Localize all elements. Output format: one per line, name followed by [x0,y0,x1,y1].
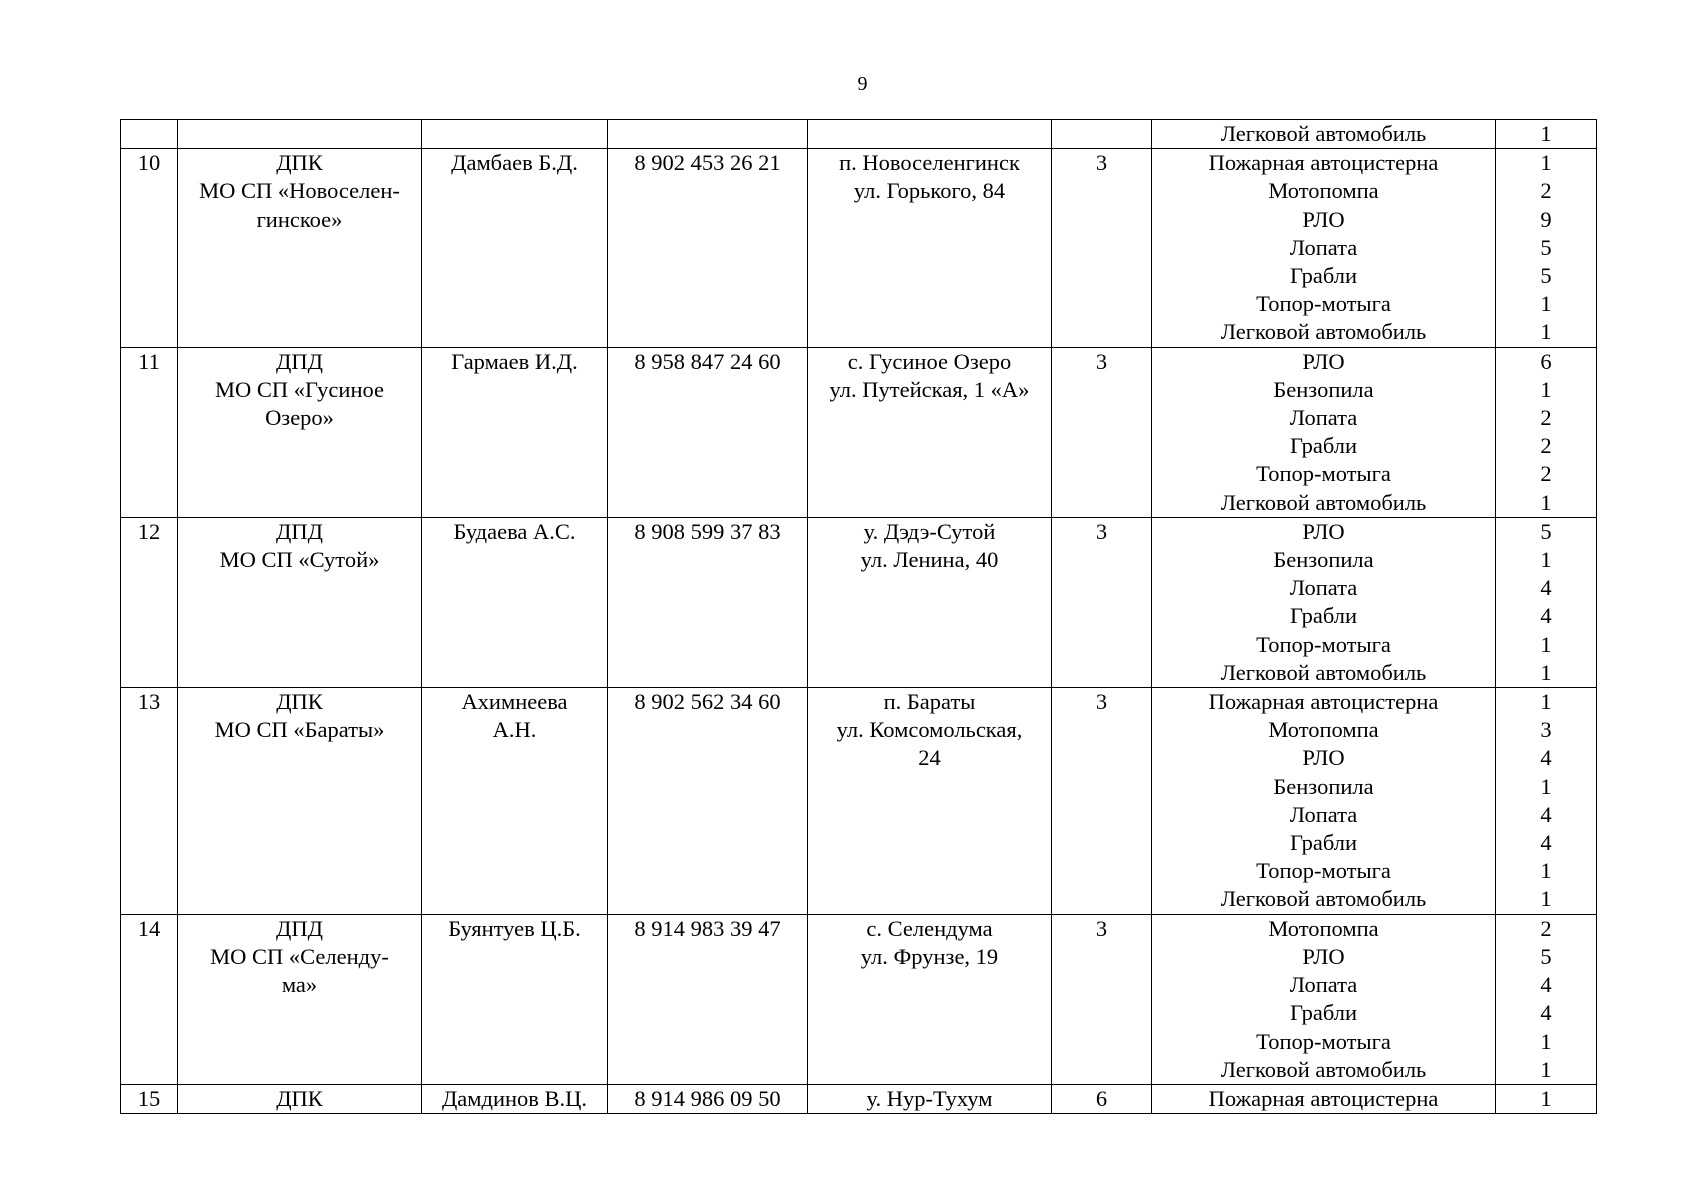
crew-cell [1052,120,1152,149]
crew-cell [1052,149,1152,347]
organization-cell [178,1084,422,1113]
address-cell [808,1084,1052,1113]
row-number [121,347,178,517]
head-name-line: Ахимнеева [461,689,568,715]
crew-cell [1052,347,1152,517]
phone-cell [608,347,808,517]
phone-number: 8 908 599 37 83 [634,518,781,544]
equipment-quantity: 1 [1540,886,1552,912]
equipment-quantity: 5 [1540,263,1552,289]
table-row [121,914,1597,1084]
organization-line: МО СП «Бараты» [214,717,385,743]
address-line: 24 [918,745,941,771]
equipment-cell [1152,347,1496,517]
phone-number: 8 902 562 34 60 [634,689,781,715]
address-cell [808,914,1052,1084]
phone-number: 8 902 453 26 21 [634,150,781,176]
equipment-cell [1152,914,1496,1084]
equipment-quantity: 1 [1540,1056,1552,1082]
equipment-quantity: 1 [1540,291,1552,317]
table-row [121,688,1597,915]
quantity-cell [1496,1084,1597,1113]
equipment-item: Топор-мотыга [1256,291,1391,317]
equipment-item: Топор-мотыга [1256,631,1391,657]
equipment-quantity: 5 [1540,518,1552,544]
page-number: 9 [857,73,868,95]
equipment-quantity: 9 [1540,206,1552,232]
equipment-item: РЛО [1302,518,1345,544]
organization-line: МО СП «Сутой» [219,547,380,573]
table-row-continued [121,120,1597,149]
equipment-item: РЛО [1302,943,1345,969]
equipment-item: Грабли [1290,1000,1357,1026]
head-name-line: Гармаев И.Д. [451,348,578,374]
quantity-cell [1496,347,1597,517]
address-line: у. Дэдэ-Сутой [863,518,996,544]
equipment-quantity: 4 [1540,603,1552,629]
phone-cell [608,688,808,915]
equipment-quantity: 4 [1540,830,1552,856]
equipment-quantity: 2 [1540,433,1552,459]
address-line: ул. Комсомольская, [836,717,1023,743]
head-name-line: Буянтуев Ц.Б. [448,915,581,941]
address-line: ул. Горького, 84 [853,178,1006,204]
head-name-line: Будаева А.С. [453,518,576,544]
address-line: с. Селендума [866,915,993,941]
quantity-cell [1496,914,1597,1084]
equipment-item: Пожарная автоцистерна [1208,150,1439,176]
equipment-quantity: 1 [1540,659,1552,685]
head-name-line: Дамдинов В.Ц. [441,1085,588,1111]
row-number-text: 12 [137,518,161,544]
row-number [121,688,178,915]
equipment-cell [1152,688,1496,915]
address-line: с. Гусиное Озеро [847,348,1012,374]
crew-cell [1052,1084,1152,1113]
org-cell [178,120,422,149]
organization-cell [178,688,422,915]
equipment-item: Мотопомпа [1268,717,1379,743]
num-cell [121,120,178,149]
equipment-table [120,119,1597,1114]
crew-count: 3 [1095,689,1108,715]
equipment-item: РЛО [1302,745,1345,771]
equipment-quantity: 4 [1540,972,1552,998]
address-line: п. Новоселенгинск [839,150,1020,176]
equipment-item: Грабли [1290,263,1357,289]
equipment-quantity: 3 [1540,717,1552,743]
equipment-quantity: 2 [1540,405,1552,431]
equipment-quantity: 1 [1540,773,1552,799]
equipment-quantity: 2 [1540,461,1552,487]
equipment-item: Бензопила [1273,547,1374,573]
equipment-item: Мотопомпа [1268,915,1379,941]
table-row [121,149,1597,347]
head-name-line: Дамбаев Б.Д. [451,150,578,176]
equipment-item: Грабли [1290,603,1357,629]
equipment-cell [1152,1084,1496,1113]
table-row [121,1084,1597,1113]
equipment-quantity: 5 [1540,943,1552,969]
phone-cell [608,517,808,687]
row-number-text: 15 [137,1085,161,1111]
equipment-quantity: 5 [1540,234,1552,260]
organization-line: ДПД [276,915,323,941]
equipment-item: Грабли [1290,433,1357,459]
equipment-item: Лопата [1289,405,1358,431]
head-name-line: А.Н. [492,717,537,743]
equipment-cell [1152,149,1496,347]
equipment-item: Лопата [1289,575,1358,601]
address-cell [808,688,1052,915]
quantity-cell [1496,688,1597,915]
crew-count: 3 [1095,915,1108,941]
equipment-item: РЛО [1302,348,1345,374]
organization-cell [178,914,422,1084]
phone-cell [608,120,808,149]
equipment-item: Бензопила [1273,376,1374,402]
head-cell [422,347,608,517]
equipment-item: Легковой автомобиль [1220,489,1427,515]
equipment-quantity: 1 [1540,489,1552,515]
head-cell [422,517,608,687]
equipment-quantity: 6 [1540,348,1552,374]
equipment-item: Лопата [1289,972,1358,998]
address-cell [808,517,1052,687]
head-cell [422,914,608,1084]
equipment-item: РЛО [1302,206,1345,232]
equipment-item: Топор-мотыга [1256,461,1391,487]
crew-cell [1052,688,1152,915]
address-line: у. Нур-Тухум [866,1085,993,1111]
equipment-item: Пожарная автоцистерна [1208,689,1439,715]
crew-count: 6 [1095,1085,1108,1111]
address-cell [808,120,1052,149]
equipment-item: Мотопомпа [1268,178,1379,204]
equipment-item: Легковой автомобиль [1220,659,1427,685]
head-cell [422,1084,608,1113]
row-number-text: 13 [137,689,161,715]
organization-line: гинское» [256,206,343,232]
head-cell [422,149,608,347]
equipment-item: Грабли [1290,830,1357,856]
quantity-cell [1496,149,1597,347]
organization-cell [178,149,422,347]
equipment-quantity: 1 [1540,547,1552,573]
equipment-item: Легковой автомобиль [1220,886,1427,912]
phone-number: 8 914 986 09 50 [634,1085,781,1111]
equipment-quantity: 4 [1540,745,1552,771]
equipment-quantity: 1 [1540,319,1552,345]
phone-number: 8 914 983 39 47 [634,915,781,941]
equipment-quantity: 2 [1540,915,1552,941]
address-cell [808,149,1052,347]
equipment-item: Легковой автомобиль [1220,319,1427,345]
address-line: ул. Путейская, 1 «А» [829,376,1030,402]
organization-cell [178,517,422,687]
equipment-item: Топор-мотыга [1256,1028,1391,1054]
row-number [121,1084,178,1113]
equipment-quantity: 1 [1540,858,1552,884]
quantity-cell [1496,120,1597,149]
equipment-quantity: 4 [1540,801,1552,827]
table-row [121,347,1597,517]
equipment-quantity: 2 [1540,178,1552,204]
organization-line: МО СП «Гусиное [215,376,384,402]
organization-line: Озеро» [265,405,334,431]
organization-line: ДПД [276,348,323,374]
table-body [121,120,1597,1114]
organization-line: МО СП «Селенду- [210,943,389,969]
crew-count: 3 [1095,150,1108,176]
equipment-quantity: 1 [1540,1028,1552,1054]
equipment-quantity: 1 [1540,631,1552,657]
row-number-text: 10 [137,150,161,176]
organization-cell [178,347,422,517]
row-number-text: 11 [138,348,160,374]
head-cell [422,120,608,149]
equipment-quantity: 4 [1540,1000,1552,1026]
crew-count: 3 [1095,518,1108,544]
row-number [121,517,178,687]
organization-line: ДПК [276,1085,323,1111]
phone-cell [608,914,808,1084]
equipment-quantity: 1 [1540,689,1552,715]
organization-line: ДПД [276,518,323,544]
equipment-item: Бензопила [1273,773,1374,799]
row-number [121,149,178,347]
head-cell [422,688,608,915]
address-line: ул. Ленина, 40 [860,547,999,573]
equipment-cell [1152,120,1496,149]
organization-line: ДПК [276,689,323,715]
row-number [121,914,178,1084]
equipment-item: Топор-мотыга [1256,858,1391,884]
table-row [121,517,1597,687]
organization-line: ма» [281,972,318,998]
equipment-quantity: 1 [1540,376,1552,402]
phone-number: 8 958 847 24 60 [634,348,781,374]
equipment-quantity: 1 [1540,121,1552,146]
row-number-text: 14 [137,915,161,941]
equipment-item: Лопата [1289,234,1358,260]
address-line: ул. Фрунзе, 19 [860,943,999,969]
crew-cell [1052,517,1152,687]
equipment-quantity: 1 [1540,1085,1552,1111]
equipment-cell [1152,517,1496,687]
organization-line: МО СП «Новоселен- [199,178,400,204]
equipment-item: Лопата [1289,801,1358,827]
crew-cell [1052,914,1152,1084]
equipment-item: Пожарная автоцистерна [1208,1085,1439,1111]
phone-cell [608,1084,808,1113]
quantity-cell [1496,517,1597,687]
address-cell [808,347,1052,517]
organization-line: ДПК [276,150,323,176]
equipment-item: Легковой автомобиль [1220,1056,1427,1082]
phone-cell [608,149,808,347]
equipment-quantity: 4 [1540,575,1552,601]
address-line: п. Бараты [883,689,976,715]
crew-count: 3 [1095,348,1108,374]
equipment-item: Легковой автомобиль [1220,121,1427,146]
equipment-quantity: 1 [1540,150,1552,176]
